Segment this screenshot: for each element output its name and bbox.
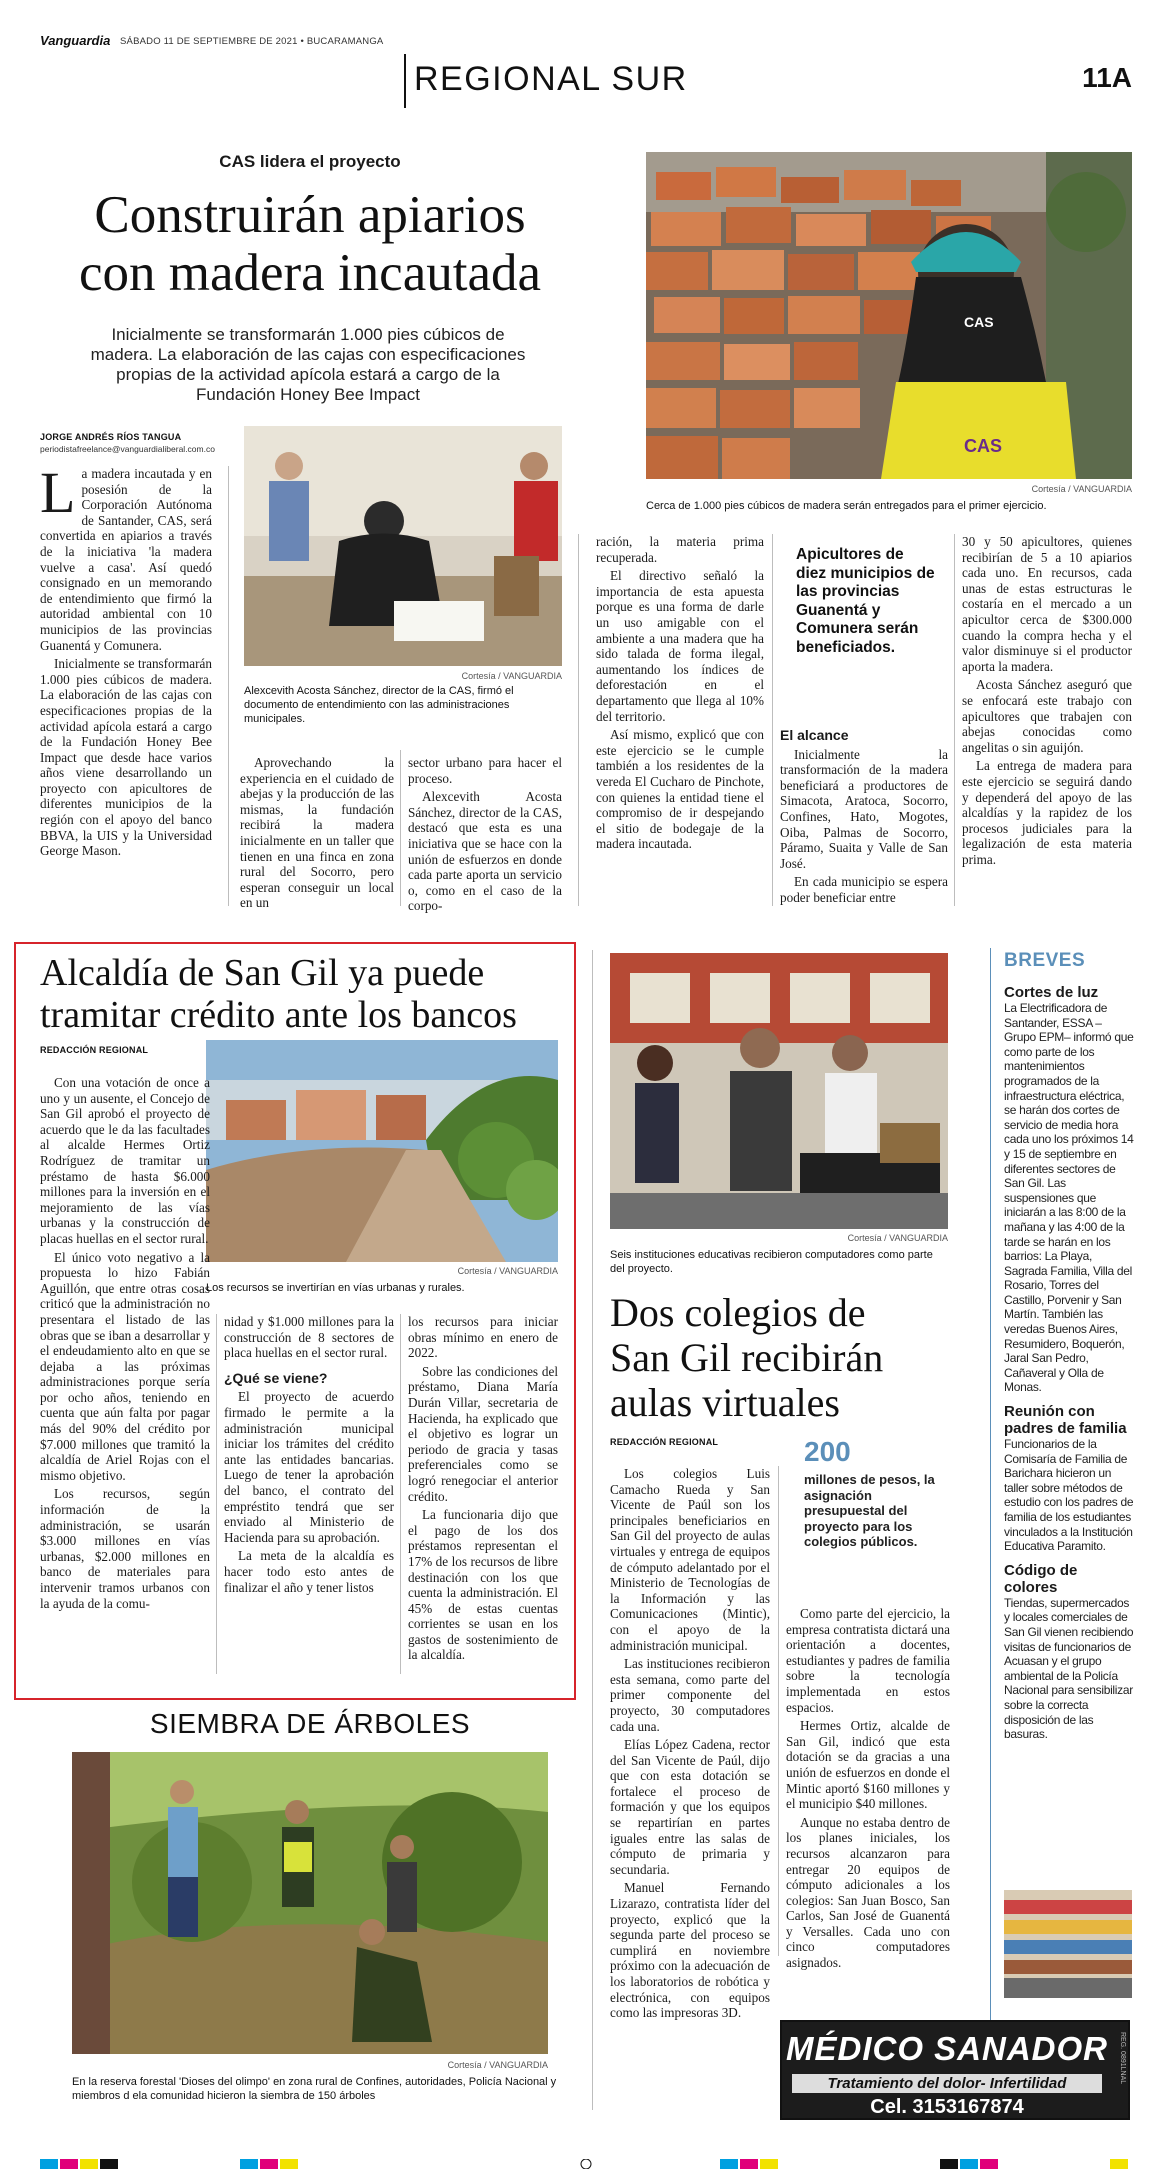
masthead-divider [404, 54, 406, 108]
article2-col3-p2: Sobre las condiciones del préstamo, Diana María Durán Villar, secretaria de Hacienda, ha explicado que el objetivo es lograr un periodo de gracia y tasas preferenciales como se logró renegociar el anterior crédito. [408, 1363, 558, 1504]
article1-headline[interactable] [40, 186, 580, 302]
classroom-photo-illustration [610, 953, 948, 1229]
trees-photo-credit: Cortesía / VANGUARDIA [447, 2060, 548, 2070]
article2-column-1 [40, 1075, 210, 1614]
ad-title: MÉDICO SANADOR [785, 2030, 1108, 2067]
article1-col3-p1: sector urbano para hacer el proceso. [408, 755, 562, 786]
article1-kicker: CAS lidera el proyecto [219, 152, 401, 171]
article3-photo-classroom[interactable] [610, 953, 948, 1229]
article3-col2-p2: Hermes Ortiz, alcalde de San Gil, indicó que esta dotación se da gracias a una unión de esfuerzos en donde el Mintic aportó $160 millones y el municipio $40 millones. [786, 1718, 950, 1812]
article3-column-1 [610, 1466, 770, 2024]
article3-fact-number: 200 [804, 1436, 851, 1467]
article1-photo-wood[interactable] [646, 152, 1132, 479]
article1-col1-p2: Inicialmente se transformarán 1.000 pies cúbicos de madera. La elaboración de las cajas con especificaciones propias de la actividad apícola estará a cargo de la Fundación Honey Bee Impact que desde hace varios años viene desarrollando un proyecto con apicultores de diferentes municipios de la región con el apoyo del banco BBVA, la UIS y la Universidad George Mason. [40, 656, 212, 859]
article1-col4-p2: El directivo señaló la importancia de esta apuesta porque es una forma de darle un uso amigable con el ambiente a una madera que ha sido talada de forma ilegal, aumentando los índices de deforestación en el departamento que llega al 10% del territorio. [596, 568, 764, 724]
trees-caption: En la reserva forestal 'Dioses del olimpo' en zona rural de Confines, autoridades, Policía Nacional y miembros d ela comunidad hicieron la siembra de 150 árboles [72, 2076, 557, 2102]
article3-col1-p1: Los colegios Luis Camacho Rueda y San Vicente de Paúl son los principales beneficiarios en San Gil del proyecto de aulas virtuales y entrega de equipos de cómputo adelantado por el Ministerio de Tecnologías de la Información y las Comunicaciones (Mintic), con el apoyo de la administración municipal. [610, 1466, 770, 1653]
print-color-bar [40, 2156, 1132, 2166]
brief-text-cortes: La Electrificadora de Santander, ESSA – Grupo EPM– informó que como parte de los mantenimientos programados de la infraestructura eléctrica, se harán dos cortes de servicio de media hora cada uno los próximos 14 y 15 de septiembre en diferentes sectores de San Gil. Las suspensiones que iniciarán a las 8:00 de la mañana y las 4:00 de la tarde se harán en los barrios: La Playa, Sagrada Familia, Villa del Rosario, Torres del Castillo, Porvenir y San Martín. También las veredas Buenos Aires, Resumidero, Boquerón, Jaral San Pedro, Cañaveral y Olla de Monas. [1004, 1001, 1134, 1395]
masthead-logo[interactable]: Vanguardia [40, 33, 111, 48]
article1-photo1-caption: Cerca de 1.000 pies cúbicos de madera serán entregados para el primer ejercicio. [646, 500, 1047, 512]
registration-marks-icon [40, 2159, 1132, 2169]
article1-col6-p3: La entrega de madera para este ejercicio se seguirá dando y dependerá del apoyo de las alcaldías y la rapidez de los procesos judiciales para la legalización de esta materia prima. [962, 758, 1132, 867]
briefs-column [1004, 984, 1134, 1742]
article2-photo-credit: Cortesía / VANGUARDIA [457, 1266, 558, 1276]
article1-col4-p1: ración, la materia prima recuperada. [596, 534, 764, 565]
article3-col1-p2: Las instituciones recibieron esta semana, como parte del primer componente del proyecto, 30 computadores cada una. [610, 1656, 770, 1734]
article3-photo-credit: Cortesía / VANGUARDIA [847, 1233, 948, 1243]
article1-col4-p3: Así mismo, explicó que con este ejercicio se le cumple también a los residentes de la vereda El Cucharo de Pinchote, con quienes la entidad tiene el compromiso de ir despejando el sitio de bodegaje de la madera incautada. [596, 727, 764, 852]
article2-col2-p2: El proyecto de acuerdo firmado le permite a la administración municipal iniciar los trámites del crédito ante las entidades bancarias. Luego de tener la aprobación del banco, el contrato del empréstito tendrá que ser enviado al Ministerio de Hacienda para su aprobación. [224, 1389, 394, 1545]
column-rule [778, 1466, 779, 1956]
article1-col6-p2: Acosta Sánchez aseguró que se enfocará este trabajo con apicultores que trabajen con abejas conocidas como angelitas o sin aguijón. [962, 677, 1132, 755]
store-photo-illustration [1004, 1890, 1132, 1998]
article2-col2-p3: La meta de la alcaldía es hacer todo esto antes de finalizar el año y tener listos [224, 1548, 394, 1595]
article1-column-6 [962, 534, 1132, 870]
article1-col5-p1: Inicialmente la transformación de la madera beneficiará a productores de Simacota, Aratoca, Socorro, Confines, Hato, Mogotes, Oiba, Palmas de Socorro, Páramo, Suaita y Valle de San José. [780, 746, 948, 871]
article3-headline[interactable] [610, 1290, 950, 1425]
article2-col2-p1: nidad y $1.000 millones para la construcción de 8 sectores de placa huellas en el sector rural. [224, 1314, 394, 1361]
masthead-date: SÁBADO 11 DE SEPTIEMBRE DE 2021 • BUCARAMANGA [120, 36, 384, 47]
article3-photo-caption: Seis instituciones educativas recibieron computadores como parte del proyecto. [610, 1249, 933, 1275]
article2-col1-p2: El único voto negativo a la propuesta lo hizo Fabián Aguillón, que entre otras cosas criticó que la administración no presentara el listado de las obras que se iban a desarrollar y el endeudamiento alto en que se dejaba a las próximas administraciones porque sería por ocho años, teniendo en cuenta que aún falta por pagar más del 90% del crédito por $7.000 millones que tramitó la alcaldía de Ariel Rojas con el mismo objetivo. [40, 1249, 210, 1483]
article2-headline[interactable] [40, 952, 560, 1036]
article1-col2-p1: Aprovechando la experiencia en el cuidado de abejas y la producción de las mismas, la fundación recibirá la madera inicialmente en un taller que tienen en una finca en zona rural del Socorro, pero esperan conseguir un local en un [240, 755, 394, 911]
column-rule [772, 534, 773, 906]
article3-col2-p3: Aunque no estaba dentro de los planes iniciales, los recursos alcanzaron para entregar 20 equipos de cómputo adicionales a los colegios: San Juan Bosco, San Carlos, San José de Guanentá y Versalles. Cada uno con cinco computadores asignados. [786, 1814, 950, 1971]
column-rule [592, 950, 593, 2110]
article1-deck: Inicialmente se transformarán 1.000 pies cúbicos de madera. La elaboración de las cajas con especificaciones propias de la actividad apícola estará a cargo de la Fundación Honey Bee Impact [90, 325, 526, 404]
brief-title-codigo: Código de colores [1004, 1561, 1078, 1596]
article1-column-3 [408, 755, 562, 917]
article1-email[interactable]: periodistafreelance@vanguardialiberal.com.co [40, 444, 215, 454]
article2-col1-p1: Con una votación de once a uno y un ausente, el Concejo de San Gil aprobó el proyecto de acuerdo que le da las facultades al alcalde Hermes Ortiz Rodríguez de tramitar un préstamo de hasta $6.000 millones para la inversión en el mejoramiento de las vías urbanas y la construcción de placas huellas en el sector rural. [40, 1075, 210, 1246]
article1-column-2 [240, 755, 394, 914]
column-rule [400, 1314, 401, 1674]
article3-col1-p3: Elías López Cadena, rector del San Vicente de Paúl, dijo que con esta dotación se fortalece el proceso de formación y que los equipos se repartirían en partes iguales entre las salas de cómputo de primaria y secundaria. [610, 1737, 770, 1877]
article3-col1-p4: Manuel Fernando Lizarazo, contratista líder del proyecto, explicó que la segunda parte del proceso se cumplirá en noviembre próximo con la adecuación de los laboratorios de robótica y electrónica, con equipos como las impresoras 3D. [610, 1880, 770, 2021]
article1-headline-line1: Construirán apiarios [94, 186, 526, 244]
trees-photo-illustration [72, 1752, 548, 2054]
article2-subhead: ¿Qué se viene? [224, 1369, 328, 1386]
column-rule [228, 466, 229, 906]
svg-text:CAS: CAS [964, 314, 994, 330]
article2-column-2 [224, 1314, 394, 1598]
article2-photo-caption: Los recursos se invertirían en vías urbanas y rurales. [206, 1282, 465, 1294]
column-rule [400, 750, 401, 906]
article1-photo2-caption: Alexcevith Acosta Sánchez, director de la CAS, firmó el documento de entendimiento con las administraciones municipales. [244, 685, 514, 725]
signing-photo-illustration [244, 426, 562, 666]
column-rule [954, 534, 955, 906]
article3-headline-line2: San Gil recibirán [610, 1335, 884, 1380]
article1-author: JORGE ANDRÉS RÍOS TANGUA [40, 432, 182, 442]
article3-headline-line1: Dos colegios de [610, 1290, 866, 1335]
ad-subtitle: Tratamiento del dolor- Infertilidad [792, 2074, 1102, 2093]
trees-title: SIEMBRA DE ÁRBOLES [149, 1708, 471, 1739]
article3-byline: REDACCIÓN REGIONAL [610, 1437, 719, 1447]
article1-subhead-alcance: El alcance [780, 727, 849, 743]
article1-col3-p2: Alexcevith Acosta Sánchez, director de la CAS, destacó que esta es una iniciativa que se hace con la unión de esfuerzos en donde cada parte aporta un servicio o, como en el caso de la corpo- [408, 789, 562, 914]
svg-text:CAS: CAS [964, 436, 1003, 456]
article2-headline-line2: tramitar crédito ante los bancos [40, 994, 517, 1036]
briefs-rule [990, 948, 991, 2048]
road-photo-illustration [206, 1040, 558, 1262]
article1-pullquote: Apicultores de diez municipios de las provincias Guanentá y Comunera serán beneficiados. [796, 546, 935, 656]
brief-text-reunion: Funcionarios de la Comisaría de Familia de Barichara hicieron un taller sobre métodos de estudio con los padres de familia de los estudiantes vinculados a la Institución Educativa Paramito. [1004, 1437, 1134, 1554]
article3-col2-p1: Como parte del ejercicio, la empresa contratista dictará una orientación a docentes, estudiantes y padres de familia sobre la tecnología implementada en estos espacios. [786, 1606, 950, 1715]
ad-phone: Cel. 3153167874 [870, 2096, 1024, 2118]
column-rule [216, 1314, 217, 1674]
article3-fact-text: millones de pesos, la asignación presupuestal del proyecto para los colegios públicos. [804, 1472, 935, 1549]
article1-column-1 [40, 460, 212, 862]
brief-title-reunion: Reunión con padres de familia [1004, 1403, 1127, 1438]
article2-col3-p1: los recursos para iniciar obras mínimo en enero de 2022. [408, 1314, 558, 1361]
brief-text-codigo: Tiendas, supermercados y locales comerciales de San Gil vienen recibiendo visitas de funcionarios de Acuasan y el grupo ambiental de la Policía Nacional para sensibilizar sobre la correcta disposición de las basuras. [1004, 1595, 1134, 1742]
ad-reg: REG. 0891LNAL [1119, 2032, 1126, 2085]
article2-column-3 [408, 1314, 558, 1666]
brief-title-cortes: Cortes de luz [1004, 984, 1099, 1001]
article2-photo-road[interactable] [206, 1040, 558, 1262]
article2-col3-p3: La funcionaria dijo que el pago de los dos préstamos representan el 17% de los recursos de libre destinación con los que cuenta la administración. El 45% de estas cuentas corrientes se usan en los gastos de sostenimiento de la alcaldía. [408, 1507, 558, 1663]
page-number: 11A [1082, 62, 1132, 93]
article2-headline-line1: Alcaldía de San Gil ya puede [40, 952, 485, 994]
article1-col6-p1: 30 y 50 apicultores, quienes recibirían de 5 a 10 apiarios cada uno. En recursos, cada unas de estas estructuras le costaría en el mercado a un apicultor cerca de $300.000 cuando la compra hecha y el valor disminuye si el productor aporta la madera. [962, 534, 1132, 674]
trees-photo[interactable] [72, 1752, 548, 2054]
article1-col1-p1: La madera incautada y en posesión de la Corporación Autónoma de Santander, CAS, será convertida en apiarios a través de la iniciativa 'la madera vuelve a casa'. Así quedó consignado en un memorando de entendimiento que firmó la autoridad ambiental con 10 municipios de las provincias Guanentá y Comunera. [40, 460, 212, 653]
briefs-section-title: BREVES [1004, 950, 1086, 971]
article1-headline-line2: con madera incautada [78, 244, 542, 302]
article1-photo-signing[interactable] [244, 426, 562, 666]
wood-photo-illustration [646, 152, 1132, 479]
column-rule [578, 534, 579, 906]
article1-photo1-credit: Cortesía / VANGUARDIA [1031, 484, 1132, 494]
article1-photo2-credit: Cortesía / VANGUARDIA [461, 671, 562, 681]
article2-col1-p3: Los recursos, según información de la administración, se usarán $3.000 millones en vías urbanas, $2.000 millones en banco de materiales para intervenir tramos urbanos con la ayuda de la comu- [40, 1486, 210, 1611]
article1-column-4 [596, 534, 764, 855]
article3-headline-line3: aulas virtuales [610, 1380, 840, 1425]
ad-medico-sanador[interactable] [780, 2020, 1130, 2120]
section-title: REGIONAL SUR [414, 60, 688, 98]
article2-byline: REDACCIÓN REGIONAL [40, 1045, 149, 1055]
article1-column-5 [780, 728, 948, 909]
article1-col5-p2: En cada municipio se espera poder beneficiar entre [780, 874, 948, 905]
briefs-photo-store[interactable] [1004, 1890, 1132, 1998]
article3-column-2 [786, 1606, 950, 1974]
